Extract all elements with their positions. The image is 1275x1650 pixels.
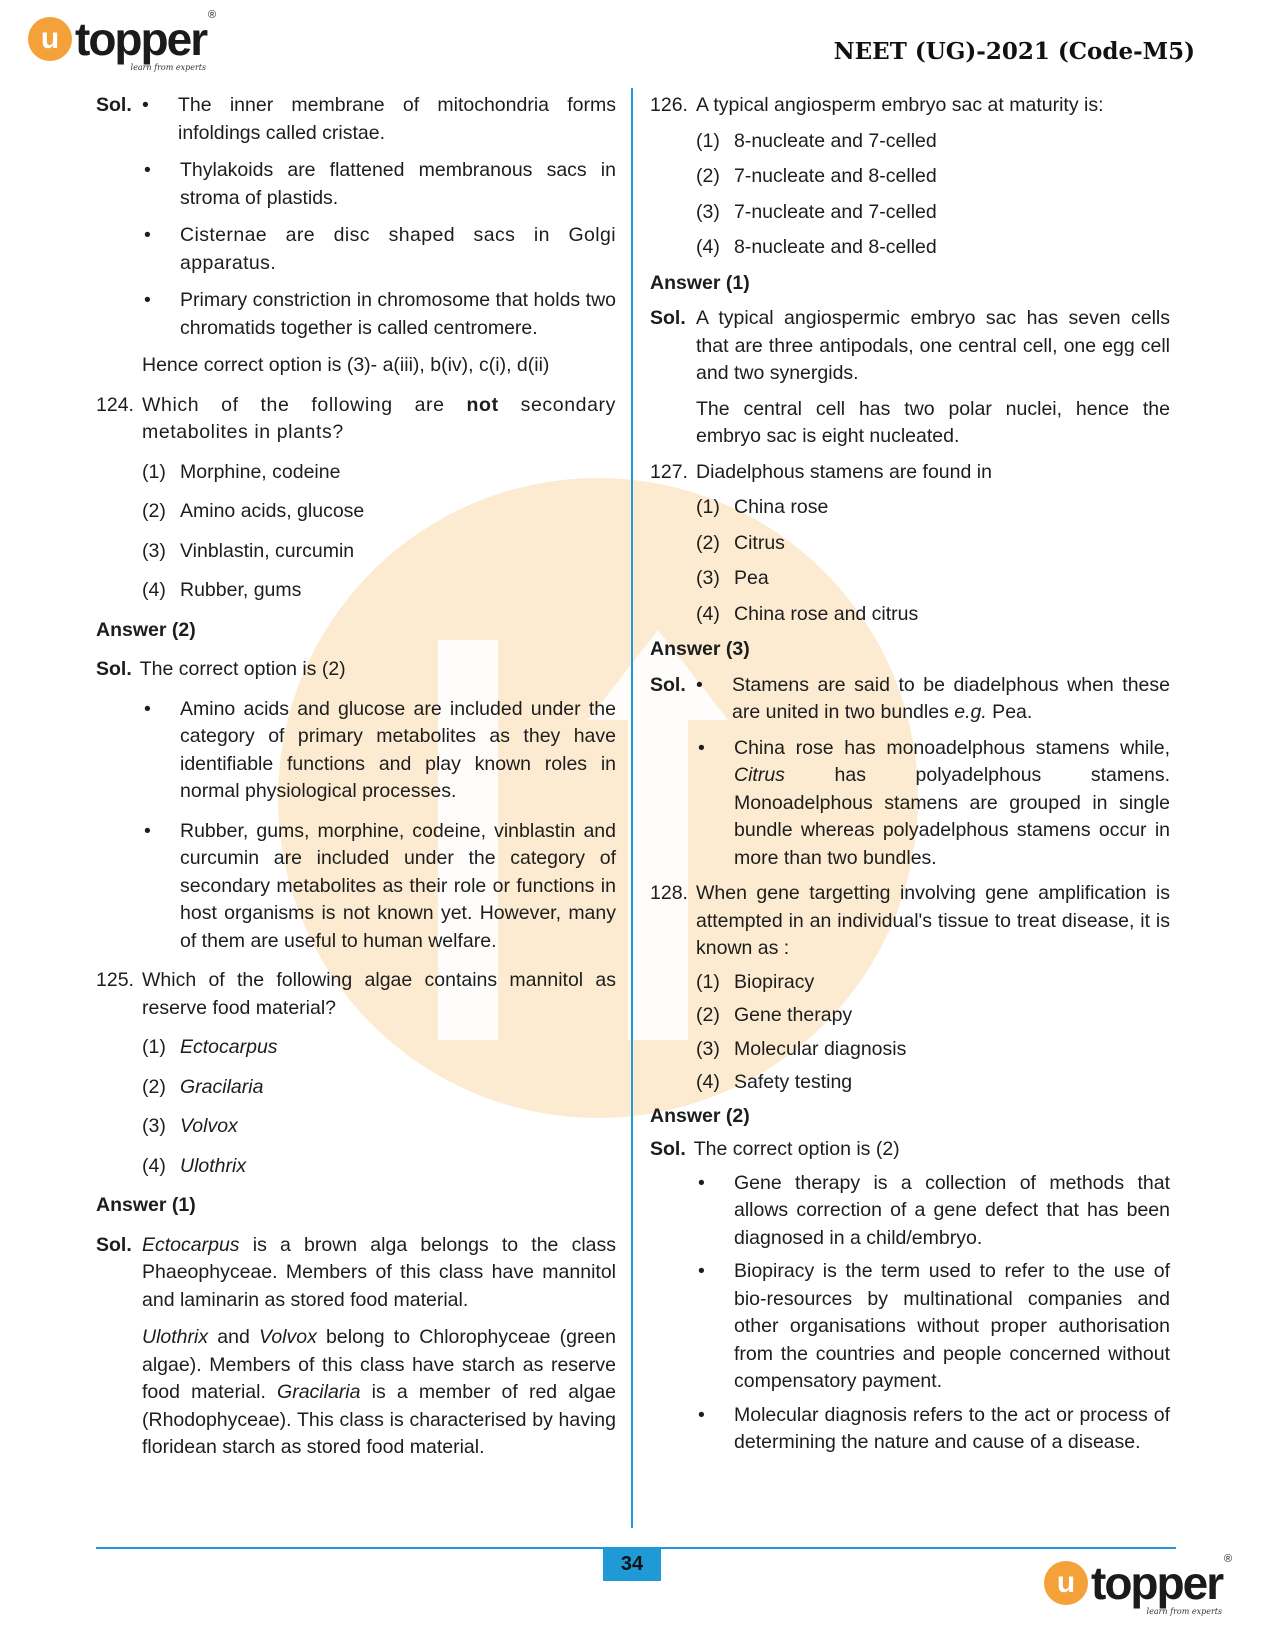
topper-logo-footer (1044, 1553, 1233, 1616)
answer: Answer (1) (650, 271, 750, 294)
question-number: 124. (96, 393, 134, 416)
option (142, 1153, 616, 1181)
sol-124-bullet-2 (144, 818, 616, 956)
bullet-text-part: Stamens are said to be diadelphous when these are united in two bundles (732, 673, 1170, 723)
option-number: (2) (696, 165, 720, 187)
option-number: (2) (696, 531, 720, 554)
solution-text-part: is a member of red algae (Rhodophyceae). This class is characterised by having floridean starch as stored food material. (142, 1381, 617, 1458)
option-number: (1) (142, 1036, 166, 1058)
bullet-text: Thylakoids are flattened membranous sacs in stroma of plastids. (180, 159, 616, 209)
sol-123-bullet-2 (144, 157, 616, 212)
bullet: • (142, 94, 149, 116)
bullet: • (698, 736, 705, 759)
option-text: China rose (734, 496, 829, 518)
question-number: 126. (650, 94, 688, 116)
option-number: (2) (142, 1075, 166, 1098)
bullet: • (698, 1403, 705, 1426)
option (696, 234, 1170, 262)
option-number: (1) (696, 970, 720, 993)
sol-123-bullet-4 (144, 287, 616, 342)
solution (96, 1232, 616, 1315)
solution-text: A typical angiospermic embryo sac has seven cells that are three antipodals, one central cell, one egg cell and two synergids. (696, 307, 1170, 384)
exam-title: NEET (UG)-2021 (Code-M5) (833, 38, 1195, 65)
answer: Answer (2) (96, 618, 196, 641)
option-text: 7-nucleate and 7-celled (734, 200, 937, 223)
solution-text (142, 1232, 616, 1315)
question-125 (96, 967, 616, 1022)
bullet: • (144, 819, 151, 842)
hence-correct-option: Hence correct option is (3)- a(iii), b(iv), c(i), d(ii) (142, 354, 550, 376)
italic-term: Ulothrix (142, 1326, 209, 1348)
bullet-text: Primary constriction in chromosome that holds two chromatids together is called centromere. (180, 289, 616, 339)
option-number: (4) (696, 602, 720, 625)
logo-u-icon: u (1044, 1561, 1088, 1605)
solution (650, 305, 1170, 388)
option (696, 163, 1170, 191)
option-text: China rose and citrus (734, 602, 919, 625)
question-number: 128. (650, 882, 688, 904)
question-number: 127. (650, 460, 688, 483)
bullet: • (698, 1260, 705, 1282)
bullet-text-part: China rose has monoadelphous stamens while, (734, 736, 1170, 759)
sol-label: Sol. (650, 1138, 686, 1160)
question-text-part: Which of the following are (142, 393, 467, 416)
registered-mark: ® (208, 9, 217, 21)
solution (96, 656, 616, 684)
bullet-text: Gene therapy is a collection of methods that allows correction of a gene defect that has been diagnosed in a child/embryo. (734, 1171, 1170, 1249)
sol-127-bullet-2 (698, 735, 1170, 873)
answer: Answer (3) (650, 638, 750, 660)
bullet-text: The inner membrane of mitochondria forms infoldings called cristae. (178, 94, 616, 144)
solution-text-part: and (208, 1326, 260, 1348)
option-text: Citrus (734, 531, 785, 554)
option-text: Volvox (180, 1115, 238, 1137)
sol-123-bullet-3 (144, 222, 616, 277)
option-number: (4) (696, 1071, 720, 1093)
solution-text-part: belong to Chlorophyceae (green algae). Members of this class have starch as reserve food material. (142, 1326, 616, 1403)
bullet-text (734, 735, 1170, 873)
option-number: (3) (696, 567, 720, 589)
sol-128-bullet-1 (698, 1170, 1170, 1253)
bullet-text: Biopiracy is the term used to refer to the use of bio-resources by multinational companies and other organisations without proper authorisation from the countries and people concerned without compensatory payment. (734, 1260, 1170, 1392)
bullet-text-part: has polyadelphous stamens. Monoadelphous stamens are grouped in single bundle whereas polyadelphous stamens occur in more than two bundles. (734, 764, 1170, 869)
option-text: 7-nucleate and 8-celled (734, 165, 937, 187)
solution (650, 1136, 1170, 1164)
logo-tagline: learn from experts (130, 63, 207, 72)
sol-label: Sol. (96, 658, 132, 680)
option-number: (4) (142, 579, 166, 601)
bullet-text: Amino acids and glucose are included under the category of primary metabolites as they have identifiable functions and play known roles in normal physiological processes. (180, 697, 616, 802)
question-126 (650, 92, 1170, 120)
option-text: 8-nucleate and 7-celled (734, 129, 937, 152)
option-text: Morphine, codeine (180, 460, 341, 483)
logo-u-icon: u (28, 17, 72, 61)
option (696, 199, 1170, 227)
bullet-text: Cisternae are disc shaped sacs in Golgi apparatus. (180, 224, 616, 274)
question-text: Diadelphous stamens are found in (696, 460, 992, 483)
sol-label: Sol. (650, 307, 686, 329)
bullet: • (144, 224, 151, 246)
bullet-text: Rubber, gums, morphine, codeine, vinblastin and curcumin are included under the category of secondary metabolites as their role or functions in host organisms is not known yet. However, many of them are useful to human welfare. (180, 819, 616, 952)
right-column (650, 92, 1170, 1457)
sol-127-bullet-1 (650, 672, 1170, 727)
option (142, 459, 616, 487)
option-number: (3) (696, 200, 720, 223)
registered-mark: ® (1224, 1553, 1233, 1565)
option-text: Safety testing (734, 1071, 853, 1093)
question-text: Which of the following algae contains mannitol as reserve food material? (142, 969, 616, 1019)
option (142, 498, 616, 526)
topper-logo (28, 9, 217, 72)
question-number: 125. (96, 969, 134, 991)
option-number: (3) (142, 539, 166, 562)
option (696, 128, 1170, 156)
option (142, 1074, 616, 1102)
option (696, 1002, 1170, 1030)
option-text: Rubber, gums (180, 579, 302, 601)
logo-tagline: learn from experts (1146, 1607, 1223, 1616)
option (696, 565, 1170, 593)
option-text: Ectocarpus (180, 1036, 278, 1058)
page-number: 34 (603, 1547, 661, 1581)
question-text-bold: not (466, 393, 499, 416)
option (696, 494, 1170, 522)
italic-term: Gracilaria (277, 1381, 361, 1403)
question-128 (650, 880, 1170, 963)
sol-128-bullet-3 (698, 1402, 1170, 1457)
question-text-part: secondary metabolites in plants? (142, 393, 616, 443)
sol-label: Sol. (650, 673, 686, 696)
option-text: Gracilaria (180, 1075, 264, 1098)
bullet: • (144, 697, 151, 720)
italic-term: Ectocarpus (142, 1233, 240, 1256)
option (696, 1069, 1170, 1097)
logo-word-text: topper (75, 13, 207, 65)
answer: Answer (1) (96, 1194, 196, 1216)
logo-word-text: topper (1091, 1557, 1223, 1609)
option (696, 530, 1170, 558)
sol-123-bullet-1 (96, 92, 616, 147)
solution-paragraph-2: The central cell has two polar nuclei, hence the embryo sac is eight nucleated. (696, 397, 1170, 447)
bullet: • (144, 289, 151, 311)
italic-term: e.g. (954, 701, 987, 723)
answer: Answer (2) (650, 1104, 750, 1127)
option-text: Biopiracy (734, 970, 815, 993)
option (142, 538, 616, 566)
option-text: Ulothrix (180, 1154, 247, 1177)
option (142, 1113, 616, 1141)
option-number: (2) (142, 500, 166, 522)
option-number: (1) (142, 460, 166, 483)
option-number: (3) (142, 1115, 166, 1137)
solution-paragraph-2 (142, 1324, 616, 1462)
question-text: A typical angiosperm embryo sac at maturity is: (696, 94, 1104, 116)
option-text: Vinblastin, curcumin (180, 539, 355, 562)
solution-text: The correct option is (2) (693, 1138, 900, 1160)
option (142, 1034, 616, 1062)
column-divider (631, 88, 633, 1528)
bullet: • (696, 673, 703, 696)
option-text: Pea (734, 567, 769, 589)
option-number: (3) (696, 1037, 720, 1060)
logo-wordmark (75, 9, 217, 72)
option-number: (1) (696, 129, 720, 152)
option-number: (1) (696, 496, 720, 518)
option-text: Molecular diagnosis (734, 1037, 907, 1060)
option-number: (2) (696, 1004, 720, 1026)
bullet-text-part: Pea. (986, 701, 1033, 723)
solution-text-part: is a brown alga belongs to the class Phaeophyceae. Members of this class have mannitol and laminarin as stored food material. (142, 1233, 616, 1311)
solution-text: The correct option is (2) (139, 658, 346, 680)
sol-label: Sol. (96, 94, 132, 116)
sol-128-bullet-2 (698, 1258, 1170, 1396)
left-column (96, 92, 616, 1462)
question-124 (96, 392, 616, 447)
option-text: Gene therapy (734, 1004, 853, 1026)
option-text: Amino acids, glucose (180, 500, 365, 522)
option-text: 8-nucleate and 8-celled (734, 236, 937, 258)
option (696, 1036, 1170, 1064)
italic-term: Citrus (734, 764, 785, 786)
option-number: (4) (696, 236, 720, 258)
italic-term: Volvox (259, 1326, 317, 1348)
question-text (142, 392, 616, 447)
bullet: • (698, 1171, 705, 1194)
bullet-text (732, 672, 1170, 727)
bullet-text: Molecular diagnosis refers to the act or process of determining the nature and cause of a disease. (734, 1403, 1170, 1453)
question-127 (650, 459, 1170, 487)
option (696, 969, 1170, 997)
sol-label: Sol. (96, 1233, 132, 1256)
sol-124-bullet-1 (144, 696, 616, 806)
bullet: • (144, 159, 151, 181)
option (142, 577, 616, 605)
question-text: When gene targetting involving gene amplification is attempted in an individual's tissue to treat disease, it is known as : (696, 882, 1170, 959)
option (696, 601, 1170, 629)
option-number: (4) (142, 1154, 166, 1177)
logo-wordmark (1091, 1553, 1233, 1616)
